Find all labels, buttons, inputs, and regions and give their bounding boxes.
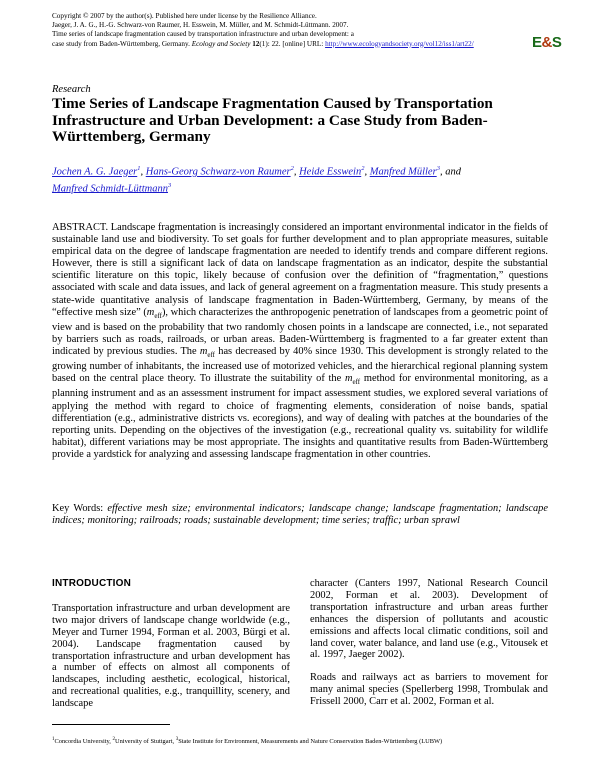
keywords-list: effective mesh size; environmental indicators; landscape change; landscape fragmentation; landscape indices; monitoring; railroads; roads; sustainable development; time series; traffic; urban sprawl [52,503,548,527]
author-affiliation-mark: 3 [167,181,172,189]
citation-source [52,40,512,49]
author-link[interactable]: Manfred Müller [369,166,437,178]
footnote-divider [52,724,170,725]
abstract-label: ABSTRACT. [52,222,109,233]
keywords [52,503,548,527]
author-affiliation-mark: 2 [290,165,294,172]
author-affiliation-mark: 1 [137,165,141,172]
abstract: ABSTRACT. Landscape fragmentation is increasingly considered an important environmental indicator in the fields of sustainable land use and biodiversity. To set goals for further development and to plan appropriate measures, suitable empirical data on the degree of landscape fragmentation are needed to identify trends and compare different regions. However, there is still a significant lack of data on landscape fragmentation as an indicator, despite the substantial scientific literature on this topic, likely because of confusion over the definition of “fragmentation,” questions associated with scale and data issues, and lack of general agreement on a fragmentation measure. This study presents a state-wide quantitative analysis of landscape fragmentation in Baden-Württemberg, Germany, by means of the “effective mesh size” $(m_{eff})$, which characterizes the anthropogenic penetration of landscapes from a geometric point of view and is based on the probability that two randomly chosen points in a landscape are connected, i.e., not separated by barriers such as roads, railroads, or urban areas. Baden-Württemberg is fragmented to a far greater extent than indicated by previous studies. The $m_{eff}$ has decreased by 40% since 1930. This development is strongly related to the growing number of inhabitants, the increased use of motorized vehicles, and the hierarchical regional planning system based on the central place theory. To illustrate the suitability of the $m_{eff}$ method for environmental monitoring, as a planning instrument and as an assessment instrument for impact assessment studies, we explored several variations of applying the method with regard to choice of fragmenting elements, consideration of noise bands, spatial differentiation (e.g., administrative districts vs. ecoregions), and way of dealing with patches at the boundaries of the reporting units. Depending on the objectives of the investigation (e.g., recreational quality vs. suitability for wildlife habitat), different variations may be most appropriate. The insights and quantitative results from Baden-Württemberg provide a yardstick for analyzing and assessing landscape fragmentation in other countries. [52,222,548,460]
author-affiliation-mark: 3 [436,165,440,172]
author-affiliation-mark: 2 [361,165,365,172]
citation-header [52,12,512,49]
author-list: Jochen A. G. Jaeger$^1$, Hans-Georg Schwarz-von Raumer$^2$, Heide Esswein$^2$, Manfred Müller$^3$, and Manfred Schmidt-Lüttmann$^3$ [52,165,461,194]
abstract-text: Landscape fragmentation is increasingly considered an important environmental indicator in the fields of sustainable land use and biodiversity. To set goals for further development and to plan appropriate measures, suitable empirical data on the degree of landscape fragmentation are needed to identify trends and compare different regions. However, there is still a significant lack of data on landscape fragmentation as an indicator, despite the substantial scientific literature on this topic, likely because of confusion over the definition of “fragmentation,” questions associated with scale and data issues, and lack of general agreement on a fragmentation measure. This study presents a state-wide quantitative analysis of landscape fragmentation in Baden-Württemberg, Germany, by means of the “effective mesh size” ( [52,222,548,318]
author-link[interactable]: Manfred Schmidt-Lüttmann [52,183,168,194]
affiliations-footnote: $^1$Concordia University, $^2$University of Stuttgart, $^3$State Institute for Environment, Measurements and Nature Conservation Baden-Württemberg (LUBW) [52,737,443,746]
keywords-label: Key Words: [52,503,104,514]
body-column-left [52,578,290,721]
author-link[interactable]: Hans-Georg Schwarz-von Raumer [145,166,291,178]
paragraph: character (Canters 1997, National Research Council 2002, Forman et al. 2003). Development of transportation infrastructure and urban areas further enhances the dispersion of pollutants and acoustic emissions and affects local climatic conditions, soil and land cover, water balance, and land use (e.g., Vitousek et al. 1997, Jaeger 2002). [310,578,548,661]
paragraph: Roads and railways act as barriers to movement for many animal species (Spellerberg 1998, Trombulak and Frissell 2000, Carr et al. 2002, Forman et al. [310,672,548,708]
citation-url-link[interactable]: http://www.ecologyandsociety.org/vol12/iss1/art22/ [325,39,474,48]
citation-title-end: case study from Baden-Württemberg, Germany. [52,39,190,48]
author-link[interactable]: Heide Esswein [299,166,362,178]
meff-symbol: m [146,306,155,318]
citation-authors: Jaeger, J. A. G., H.-G. Schwarz-von Raumer, H. Esswein, M. Müller, and M. Schmidt-Lüttmann. 2007. [52,21,349,30]
paragraph: Transportation infrastructure and urban development are two major drivers of landscape change worldwide (e.g., Meyer and Turner 1994, Forman et al. 2003, Bürgi et al. 2004). Landscape fragmentation caused by transportation infrastructure and urban development has a number of effects on almost all components of landscapes, including aesthetic, ecological, historical, and recreational qualities, e.g., tranquillity, scenery, and landscape [52,602,290,710]
author-link[interactable]: Jochen A. G. Jaeger [52,166,138,178]
body-column-right [310,578,548,719]
citation-issue: (1): 22. [online] URL: [259,39,324,48]
section-heading: INTRODUCTION [52,578,132,589]
citation-title: Time series of landscape fragmentation caused by transportation infrastructure and urban development: a [52,30,354,39]
citation-volume: 12 [252,39,260,48]
copyright-line: Copyright © 2007 by the author(s). Published here under license by the Resilience Alliance. [52,12,317,20]
citation-journal: Ecology and Society [191,39,251,48]
journal-logo: E&S [532,34,562,51]
article-title: Time Series of Landscape Fragmentation Caused by Transportation Infrastructure and Urban Development: a Case Study from Baden-Württemberg, Germany [52,95,493,145]
section-label: Research [52,84,91,95]
